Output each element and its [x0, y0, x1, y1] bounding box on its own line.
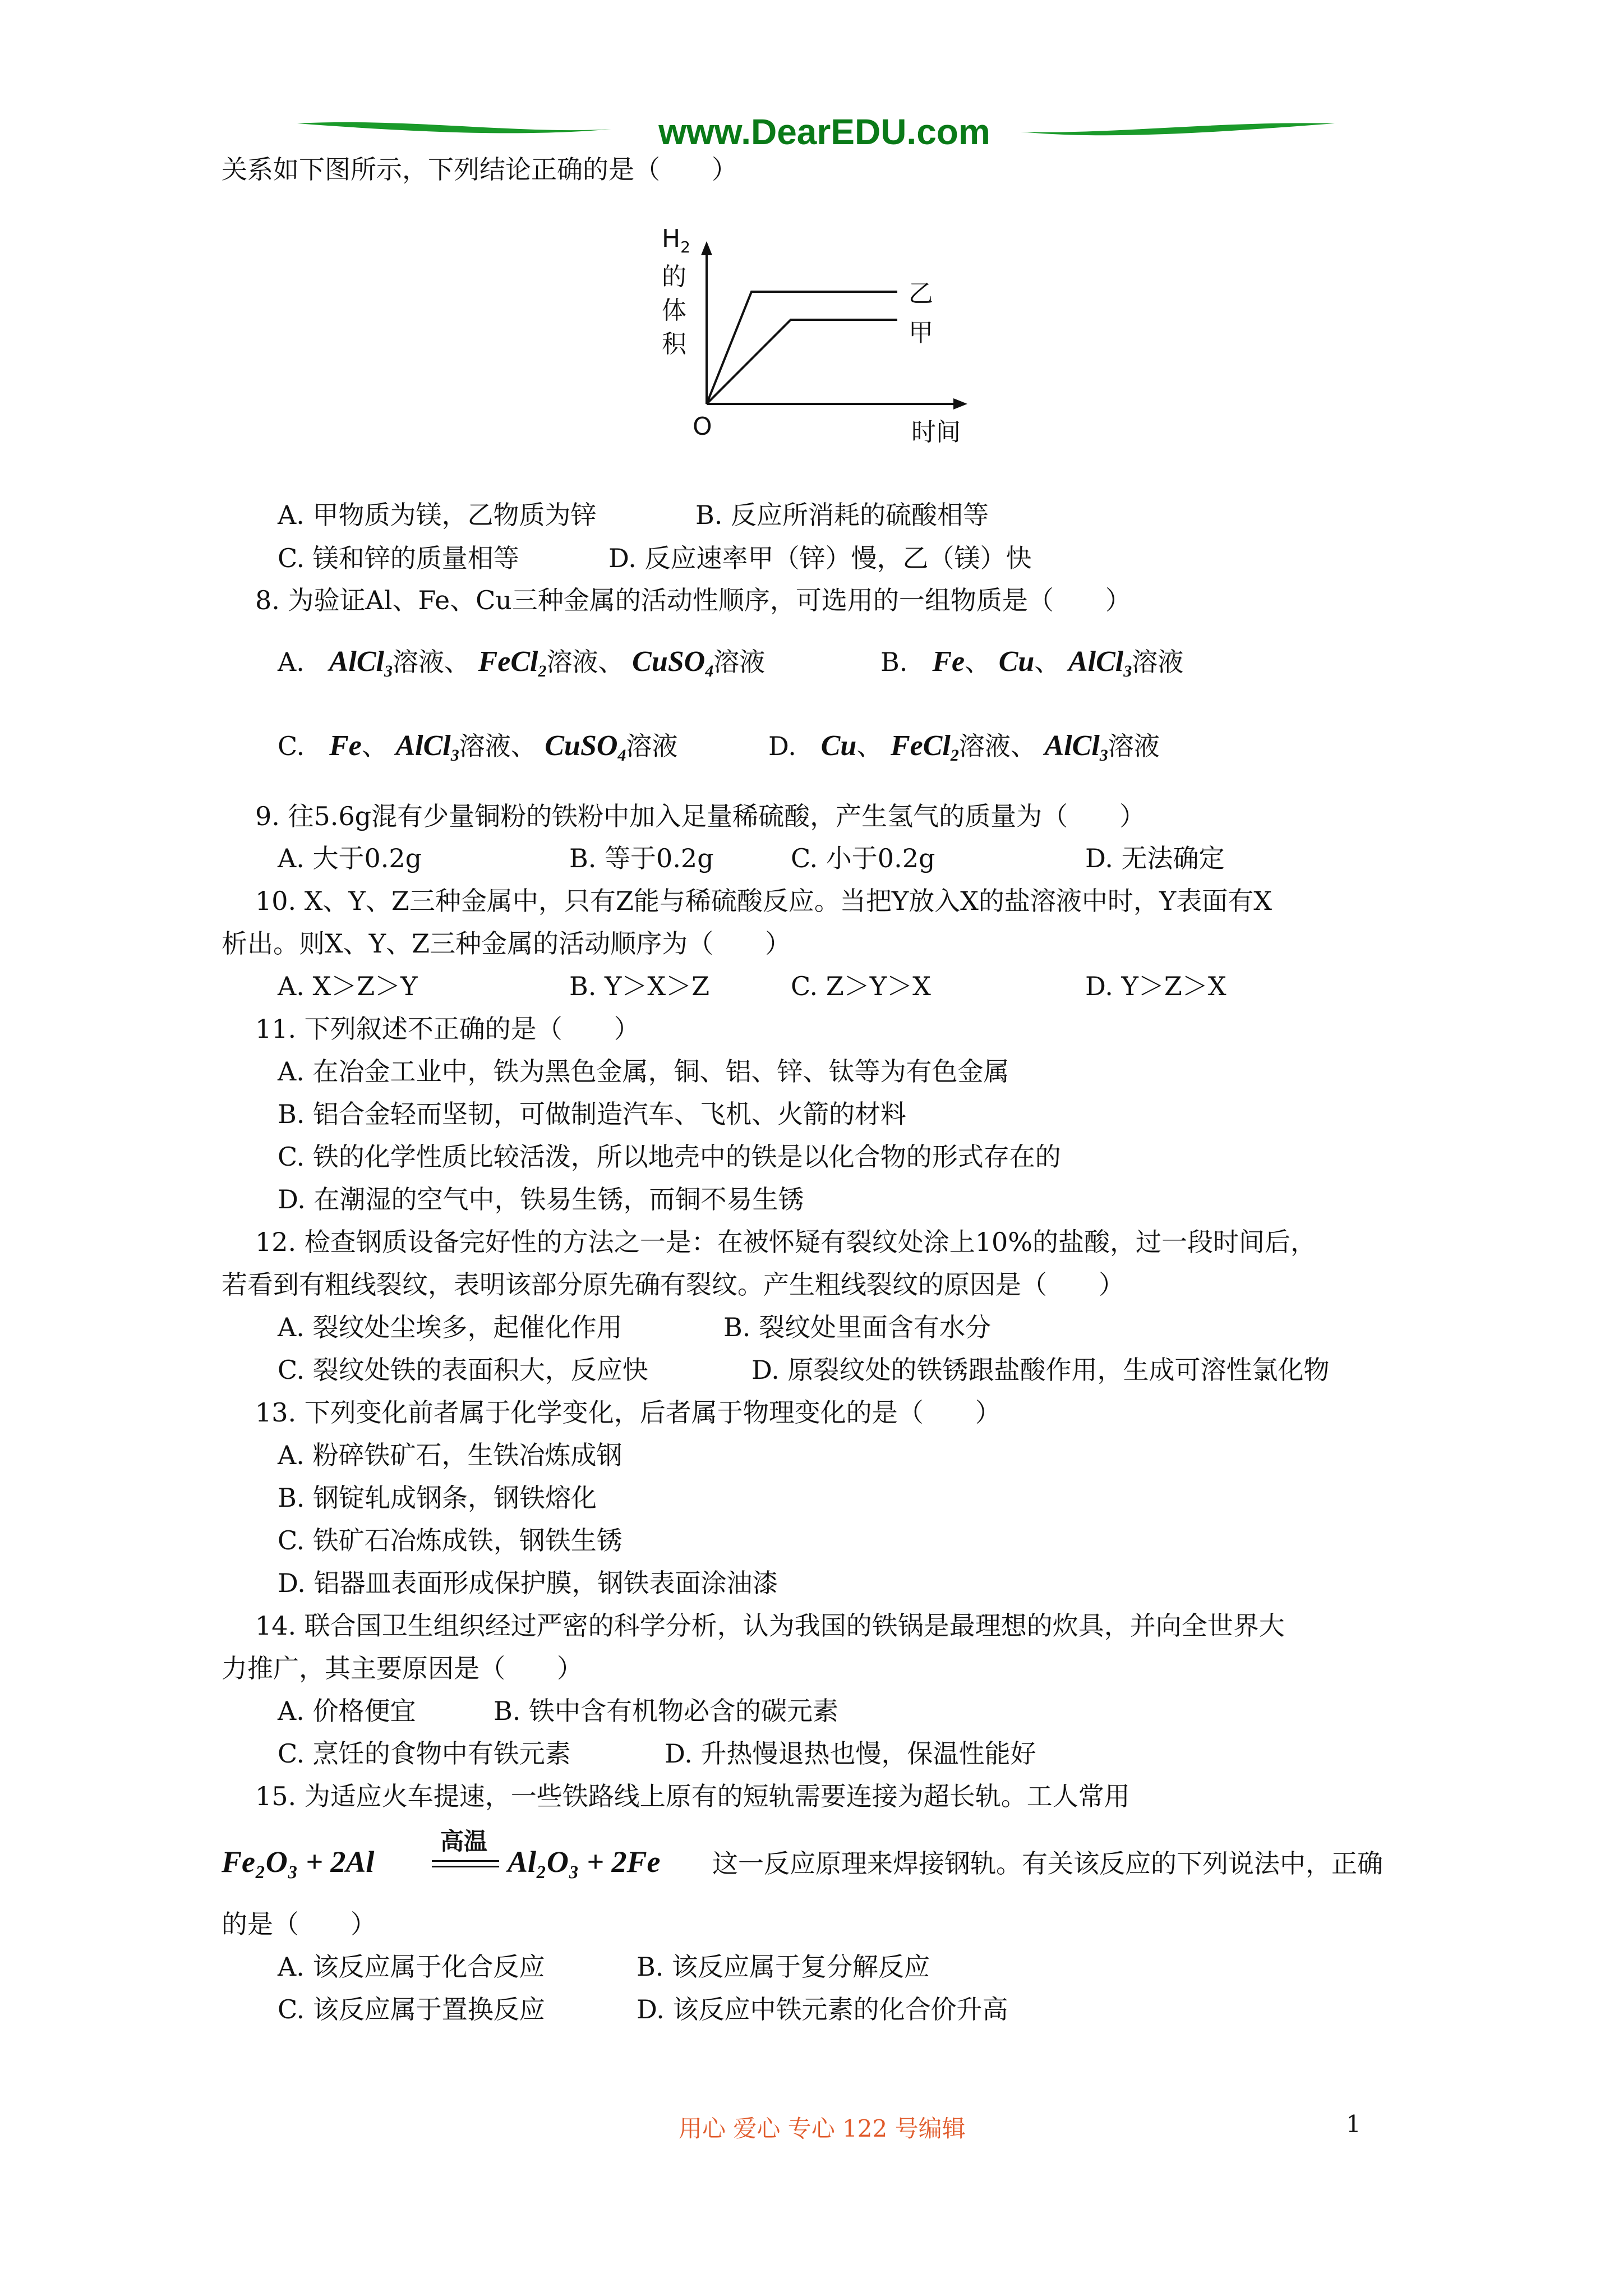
- equation-products: Al₂O₃ + 2Fe: [508, 1845, 661, 1879]
- q15-stem-line2-tail: 这一反应原理来焊接钢轨。有关该反应的下列说法中，正确: [712, 1848, 1383, 1879]
- series-line-yi: [707, 292, 897, 404]
- q14-option-b: B. 铁中含有机物必含的碳元素: [494, 1696, 839, 1726]
- x-axis-arrow: [953, 398, 967, 409]
- q7-option-b: B. 反应所消耗的硫酸相等: [695, 500, 989, 530]
- equation-double-line-bottom: [432, 1866, 499, 1867]
- header-site-name[interactable]: www.DearEDU.com: [658, 112, 990, 152]
- q8-option-b: B. Fe、 Cu、 AlCl$_3$溶液: [880, 646, 1184, 680]
- q9-stem: 9. 往5.6g混有少量铜粉的铁粉中加入足量稀硫酸，产生氢气的质量为（ ）: [255, 801, 1146, 831]
- q15-stem-line1: 15. 为适应火车提速，一些铁路线上原有的短轨需要连接为超长轨。工人常用: [255, 1781, 1130, 1811]
- q7-option-c: C. 镁和锌的质量相等: [278, 543, 519, 573]
- y-axis-label-char: 体: [662, 296, 686, 325]
- footer-text: 用心 爱心 专心 122 号编辑: [679, 2115, 966, 2142]
- q9-option-a: A. 大于0.2g: [278, 843, 422, 873]
- q13-option-d: D. 铝器皿表面形成保护膜，钢铁表面涂油漆: [278, 1568, 778, 1598]
- hydrogen-volume-chart: [617, 224, 1009, 471]
- q15-option-d: D. 该反应中铁元素的化合价升高: [637, 1994, 1008, 2024]
- q14-option-c: C. 烹饪的食物中有铁元素: [278, 1738, 571, 1769]
- y-axis-label-h2: $H_2$: [662, 224, 690, 256]
- page-number: 1: [1346, 2110, 1361, 2138]
- y-axis-label-char: 的: [662, 263, 686, 291]
- header-banner: [297, 107, 1335, 157]
- q8-stem: 8. 为验证Al、Fe、Cu三种金属的活动性顺序，可选用的一组物质是（ ）: [255, 585, 1131, 615]
- q9-option-b: B. 等于0.2g: [569, 843, 714, 873]
- question-intro: 关系如下图所示，下列结论正确的是（ ）: [222, 154, 737, 185]
- q11-option-b: B. 铝合金轻而坚韧，可做制造汽车、飞机、火箭的材料: [278, 1099, 907, 1129]
- q12-option-d: D. 原裂纹处的铁锈跟盐酸作用，生成可溶性氯化物: [751, 1355, 1330, 1385]
- q12-option-a: A. 裂纹处尘埃多，起催化作用: [278, 1312, 623, 1342]
- q12-option-c: C. 裂纹处铁的表面积大，反应快: [278, 1355, 648, 1385]
- equation-condition: 高温: [440, 1828, 488, 1855]
- q13-option-a: A. 粉碎铁矿石，生铁冶炼成钢: [278, 1440, 623, 1470]
- q15-option-b: B. 该反应属于复分解反应: [637, 1952, 930, 1982]
- q15-equation-line: [222, 1828, 1455, 1884]
- equation-reactants: Fe₂O₃ + 2Al: [222, 1845, 375, 1879]
- origin-label: O: [693, 412, 712, 441]
- q13-option-c: C. 铁矿石冶炼成铁，钢铁生锈: [278, 1525, 623, 1556]
- q10-stem-line2: 析出。则X、Y、Z三种金属的活动顺序为（ ）: [222, 928, 791, 959]
- equation-double-line-top: [432, 1860, 499, 1862]
- q8-option-d: D. Cu、 FeCl$_2$溶液、 AlCl$_3$溶液: [768, 730, 1160, 765]
- q14-option-a: A. 价格便宜: [278, 1696, 416, 1726]
- q14-option-d: D. 升热慢退热也慢，保温性能好: [665, 1738, 1036, 1769]
- q15-stem-line3: 的是（ ）: [222, 1909, 376, 1939]
- q10-option-d: D. Y＞Z＞X: [1085, 971, 1227, 1001]
- q10-stem-line1: 10. X、Y、Z三种金属中，只有Z能与稀硫酸反应。当把Y放入X的盐溶液中时，Y表面有X: [255, 886, 1272, 916]
- q12-option-b: B. 裂纹处里面含有水分: [723, 1312, 992, 1342]
- q15-option-c: C. 该反应属于置换反应: [278, 1994, 545, 2024]
- q11-stem: 11. 下列叙述不正确的是（ ）: [255, 1014, 640, 1044]
- q13-stem: 13. 下列变化前者属于化学变化，后者属于物理变化的是（ ）: [255, 1397, 1001, 1428]
- q14-stem-line2: 力推广，其主要原因是（ ）: [222, 1653, 583, 1683]
- q10-option-c: C. Z＞Y＞X: [791, 971, 931, 1001]
- q9-option-d: D. 无法确定: [1085, 843, 1225, 873]
- q8-option-a: A. AlCl$_3$溶液、 FeCl$_2$溶液、 CuSO$_4$溶液: [278, 646, 766, 680]
- q15-option-a: A. 该反应属于化合反应: [278, 1952, 545, 1982]
- q12-stem-line1: 12. 检查钢质设备完好性的方法之一是：在被怀疑有裂纹处涂上10%的盐酸，过一段时间后，: [255, 1227, 1317, 1257]
- q8-option-c: C. Fe、 AlCl$_3$溶液、 CuSO$_4$溶液: [278, 730, 678, 765]
- q7-option-d: D. 反应速率甲（锌）慢，乙（镁）快: [608, 543, 1032, 573]
- q14-stem-line1: 14. 联合国卫生组织经过严密的科学分析，认为我国的铁锅是最理想的炊具，并向全世界大: [255, 1611, 1285, 1641]
- q10-option-a: A. X＞Z＞Y: [278, 971, 418, 1001]
- q7-option-a: A. 甲物质为镁，乙物质为锌: [278, 500, 597, 530]
- x-axis-label: 时间: [911, 418, 961, 447]
- series-label-yi: 乙: [909, 279, 933, 308]
- q11-option-d: D. 在潮湿的空气中，铁易生锈，而铜不易生锈: [278, 1184, 804, 1214]
- y-axis-arrow: [701, 241, 712, 255]
- q11-option-a: A. 在冶金工业中，铁为黑色金属，铜、铝、锌、钛等为有色金属: [278, 1056, 1009, 1087]
- q9-option-c: C. 小于0.2g: [791, 843, 935, 873]
- q12-stem-line2: 若看到有粗线裂纹，表明该部分原先确有裂纹。产生粗线裂纹的原因是（ ）: [222, 1269, 1124, 1300]
- q11-option-c: C. 铁的化学性质比较活泼，所以地壳中的铁是以化合物的形式存在的: [278, 1142, 1061, 1172]
- series-label-jia: 甲: [909, 319, 933, 347]
- y-axis-label-char: 积: [662, 330, 686, 358]
- q13-option-b: B. 钢锭轧成钢条，钢铁熔化: [278, 1483, 597, 1513]
- q10-option-b: B. Y＞X＞Z: [569, 971, 710, 1001]
